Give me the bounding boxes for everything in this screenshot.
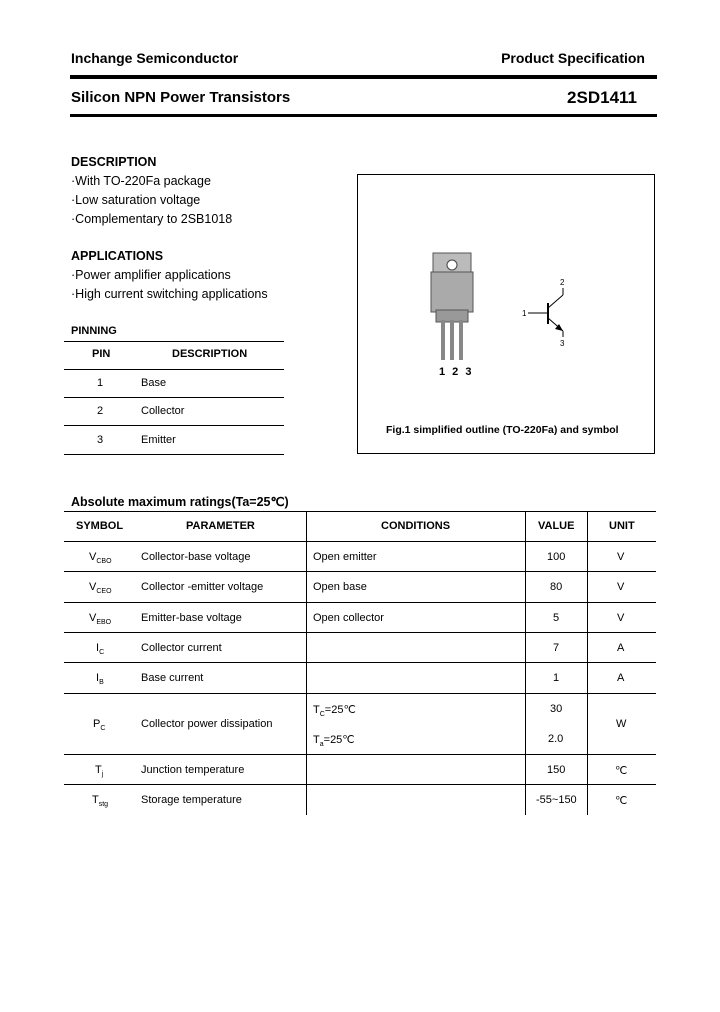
row-unit: V [617, 581, 625, 593]
description-item: ·Low saturation voltage [71, 193, 201, 207]
row-unit: V [617, 551, 625, 563]
header-symbol: SYMBOL [76, 520, 124, 532]
header-conditions: CONDITIONS [381, 520, 451, 532]
pin-number: 2 [97, 405, 104, 417]
package-pin-numbers: 1 2 3 [439, 366, 474, 378]
row-symbol: $I_B$ [96, 672, 104, 687]
row-parameter: Junction temperature [141, 764, 245, 776]
description-item: ·Complementary to 2SB1018 [71, 212, 233, 226]
header-rule-top [70, 75, 657, 79]
symbol-pin-3: 3 [560, 339, 565, 348]
row-unit: ℃ [615, 795, 628, 807]
row-parameter: Collector-base voltage [141, 551, 251, 563]
pin-desc: Collector [141, 405, 185, 417]
row-symbol: $V_{CEO}$ [89, 581, 112, 596]
row-condition: Open base [313, 581, 367, 593]
row-symbol: $V_{CBO}$ [89, 551, 112, 566]
row-parameter: Base current [141, 672, 204, 684]
row-value: 100 [547, 551, 566, 563]
symbol-pin-1: 1 [522, 309, 527, 318]
row-value: 5 [553, 612, 560, 624]
doc-type: Product Specification [501, 50, 645, 66]
ratings-title: Absolute maximum ratings(Ta=25℃) [71, 495, 289, 509]
row-condition: $T_C=25℃$ [313, 704, 356, 719]
row-unit: ℃ [615, 765, 628, 777]
row-value: -55~150 [536, 794, 577, 806]
symbol-pin-2: 2 [560, 278, 565, 287]
row-value: 30 [550, 703, 563, 715]
row-value: 7 [553, 642, 560, 654]
row-value: 2.0 [548, 733, 564, 745]
header-unit: UNIT [609, 520, 635, 532]
row-symbol: $T_j$ [95, 764, 104, 779]
pin-number: 3 [97, 434, 104, 446]
row-condition: Open emitter [313, 551, 377, 563]
company-name: Inchange Semiconductor [71, 50, 239, 66]
part-number: 2SD1411 [567, 88, 637, 107]
product-line: Silicon NPN Power Transistors [71, 89, 291, 106]
package-outline-icon [358, 175, 654, 375]
row-parameter: Collector current [141, 642, 222, 654]
row-condition: $T_a=25℃$ [313, 734, 355, 749]
pin-number: 1 [97, 377, 104, 389]
row-parameter: Collector -emitter voltage [141, 581, 264, 593]
row-parameter: Collector power dissipation [141, 718, 273, 730]
applications-title: APPLICATIONS [71, 249, 164, 263]
description-title: DESCRIPTION [71, 155, 157, 169]
figure-box [357, 174, 655, 454]
description-item: ·With TO-220Fa package [71, 174, 211, 188]
header-parameter: PARAMETER [186, 520, 255, 532]
pinning-col-desc: DESCRIPTION [172, 348, 248, 360]
header-rule-bottom [70, 114, 657, 117]
row-unit: A [617, 672, 625, 684]
pinning-col-pin: PIN [92, 348, 111, 360]
row-symbol: $T_{stg}$ [92, 794, 109, 809]
row-symbol: $P_C$ [93, 718, 106, 733]
row-value: 150 [547, 764, 566, 776]
row-parameter: Storage temperature [141, 794, 242, 806]
pin-desc: Base [141, 377, 167, 389]
pinning-title: PINNING [71, 325, 117, 337]
application-item: ·High current switching applications [71, 287, 268, 301]
row-condition: Open collector [313, 612, 384, 624]
row-value: 1 [553, 672, 560, 684]
application-item: ·Power amplifier applications [71, 268, 231, 282]
row-symbol: $I_C$ [96, 642, 105, 657]
row-unit: V [617, 612, 625, 624]
pin-desc: Emitter [141, 434, 176, 446]
row-value: 80 [550, 581, 563, 593]
figure-caption: Fig.1 simplified outline (TO-220Fa) and symbol [386, 424, 619, 436]
row-parameter: Emitter-base voltage [141, 612, 242, 624]
row-symbol: $V_{EBO}$ [89, 612, 112, 627]
header-value: VALUE [538, 520, 575, 532]
row-unit: W [616, 718, 627, 730]
row-unit: A [617, 642, 625, 654]
